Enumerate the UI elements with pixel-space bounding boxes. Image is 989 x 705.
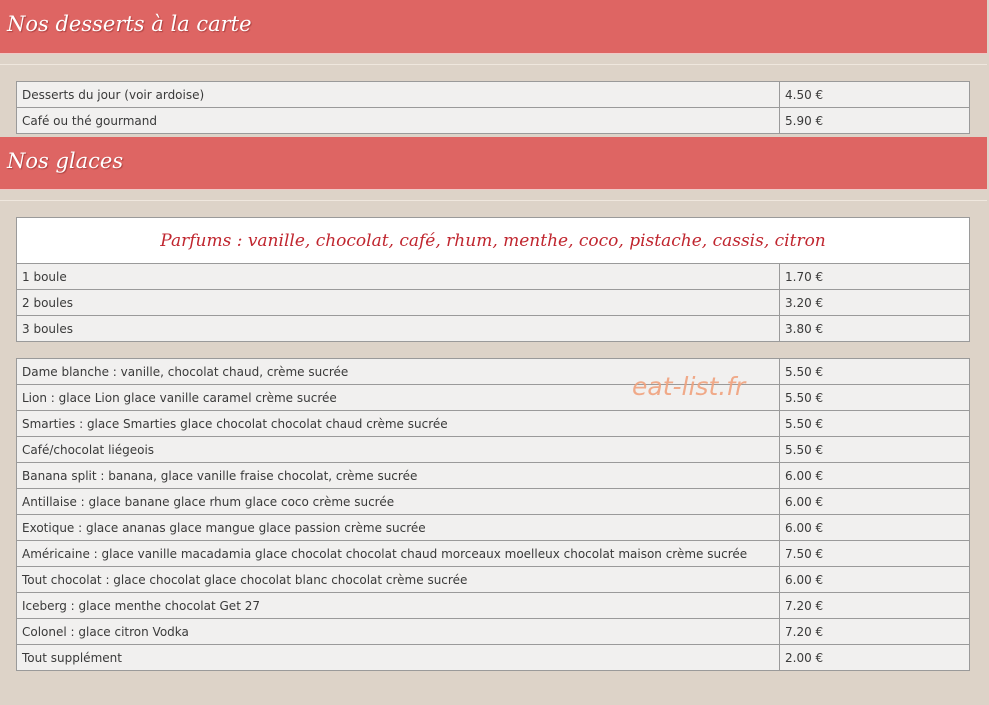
item-name: Café ou thé gourmand xyxy=(17,108,780,134)
item-name: Américaine : glace vanille macadamia glace chocolat chocolat chaud morceaux moelleux chocolat maison crème sucrée xyxy=(17,541,780,567)
desserts-section-title: Nos desserts à la carte xyxy=(7,12,252,36)
watermark: eat-list.fr xyxy=(632,372,746,401)
glaces-section-title: Nos glaces xyxy=(7,149,124,173)
item-price: 6.00 € xyxy=(780,489,970,515)
item-name: Exotique : glace ananas glace mangue glace passion crème sucrée xyxy=(17,515,780,541)
table-row xyxy=(17,593,970,619)
item-price: 5.90 € xyxy=(780,108,970,134)
item-name: Lion : glace Lion glace vanille caramel crème sucrée xyxy=(17,385,780,411)
table-row xyxy=(17,82,970,108)
item-price: 3.20 € xyxy=(780,290,970,316)
divider xyxy=(0,200,987,201)
item-name: Colonel : glace citron Vodka xyxy=(17,619,780,645)
item-name: Tout chocolat : glace chocolat glace chocolat blanc chocolat crème sucrée xyxy=(17,567,780,593)
boules-table xyxy=(16,217,970,342)
table-row xyxy=(17,385,970,411)
table-row xyxy=(17,290,970,316)
table-row xyxy=(17,515,970,541)
item-price: 7.20 € xyxy=(780,593,970,619)
item-price: 7.20 € xyxy=(780,619,970,645)
table-row xyxy=(17,645,970,671)
item-name: Banana split : banana, glace vanille fraise chocolat, crème sucrée xyxy=(17,463,780,489)
item-price: 5.50 € xyxy=(780,437,970,463)
divider xyxy=(0,64,987,65)
table-row xyxy=(17,567,970,593)
table-row xyxy=(17,411,970,437)
table-row xyxy=(17,437,970,463)
table-row xyxy=(17,489,970,515)
table-row xyxy=(17,316,970,342)
item-price: 6.00 € xyxy=(780,567,970,593)
item-price: 7.50 € xyxy=(780,541,970,567)
item-price: 2.00 € xyxy=(780,645,970,671)
desserts-table xyxy=(16,81,970,134)
parfums-heading: Parfums : vanille, chocolat, café, rhum, menthe, coco, pistache, cassis, citron xyxy=(17,218,970,264)
item-name: 1 boule xyxy=(17,264,780,290)
table-row xyxy=(17,108,970,134)
item-price: 6.00 € xyxy=(780,515,970,541)
item-name: 3 boules xyxy=(17,316,780,342)
item-name: Antillaise : glace banane glace rhum glace coco crème sucrée xyxy=(17,489,780,515)
item-price: 5.50 € xyxy=(780,385,970,411)
item-price: 6.00 € xyxy=(780,463,970,489)
item-name: Iceberg : glace menthe chocolat Get 27 xyxy=(17,593,780,619)
table-row xyxy=(17,619,970,645)
table-row xyxy=(17,541,970,567)
item-price: 5.50 € xyxy=(780,411,970,437)
item-price: 3.80 € xyxy=(780,316,970,342)
item-price: 1.70 € xyxy=(780,264,970,290)
desserts-section-header xyxy=(0,0,987,54)
item-name: Tout supplément xyxy=(17,645,780,671)
item-name: Dame blanche : vanille, chocolat chaud, crème sucrée xyxy=(17,359,780,385)
item-price: 4.50 € xyxy=(780,82,970,108)
glaces-section-header xyxy=(0,137,987,190)
item-name: Desserts du jour (voir ardoise) xyxy=(17,82,780,108)
table-row xyxy=(17,463,970,489)
table-row xyxy=(17,264,970,290)
parfums-row xyxy=(17,218,970,264)
table-row xyxy=(17,359,970,385)
item-price: 5.50 € xyxy=(780,359,970,385)
item-name: 2 boules xyxy=(17,290,780,316)
coupes-table xyxy=(16,358,970,671)
item-name: Smarties : glace Smarties glace chocolat chocolat chaud crème sucrée xyxy=(17,411,780,437)
item-name: Café/chocolat liégeois xyxy=(17,437,780,463)
